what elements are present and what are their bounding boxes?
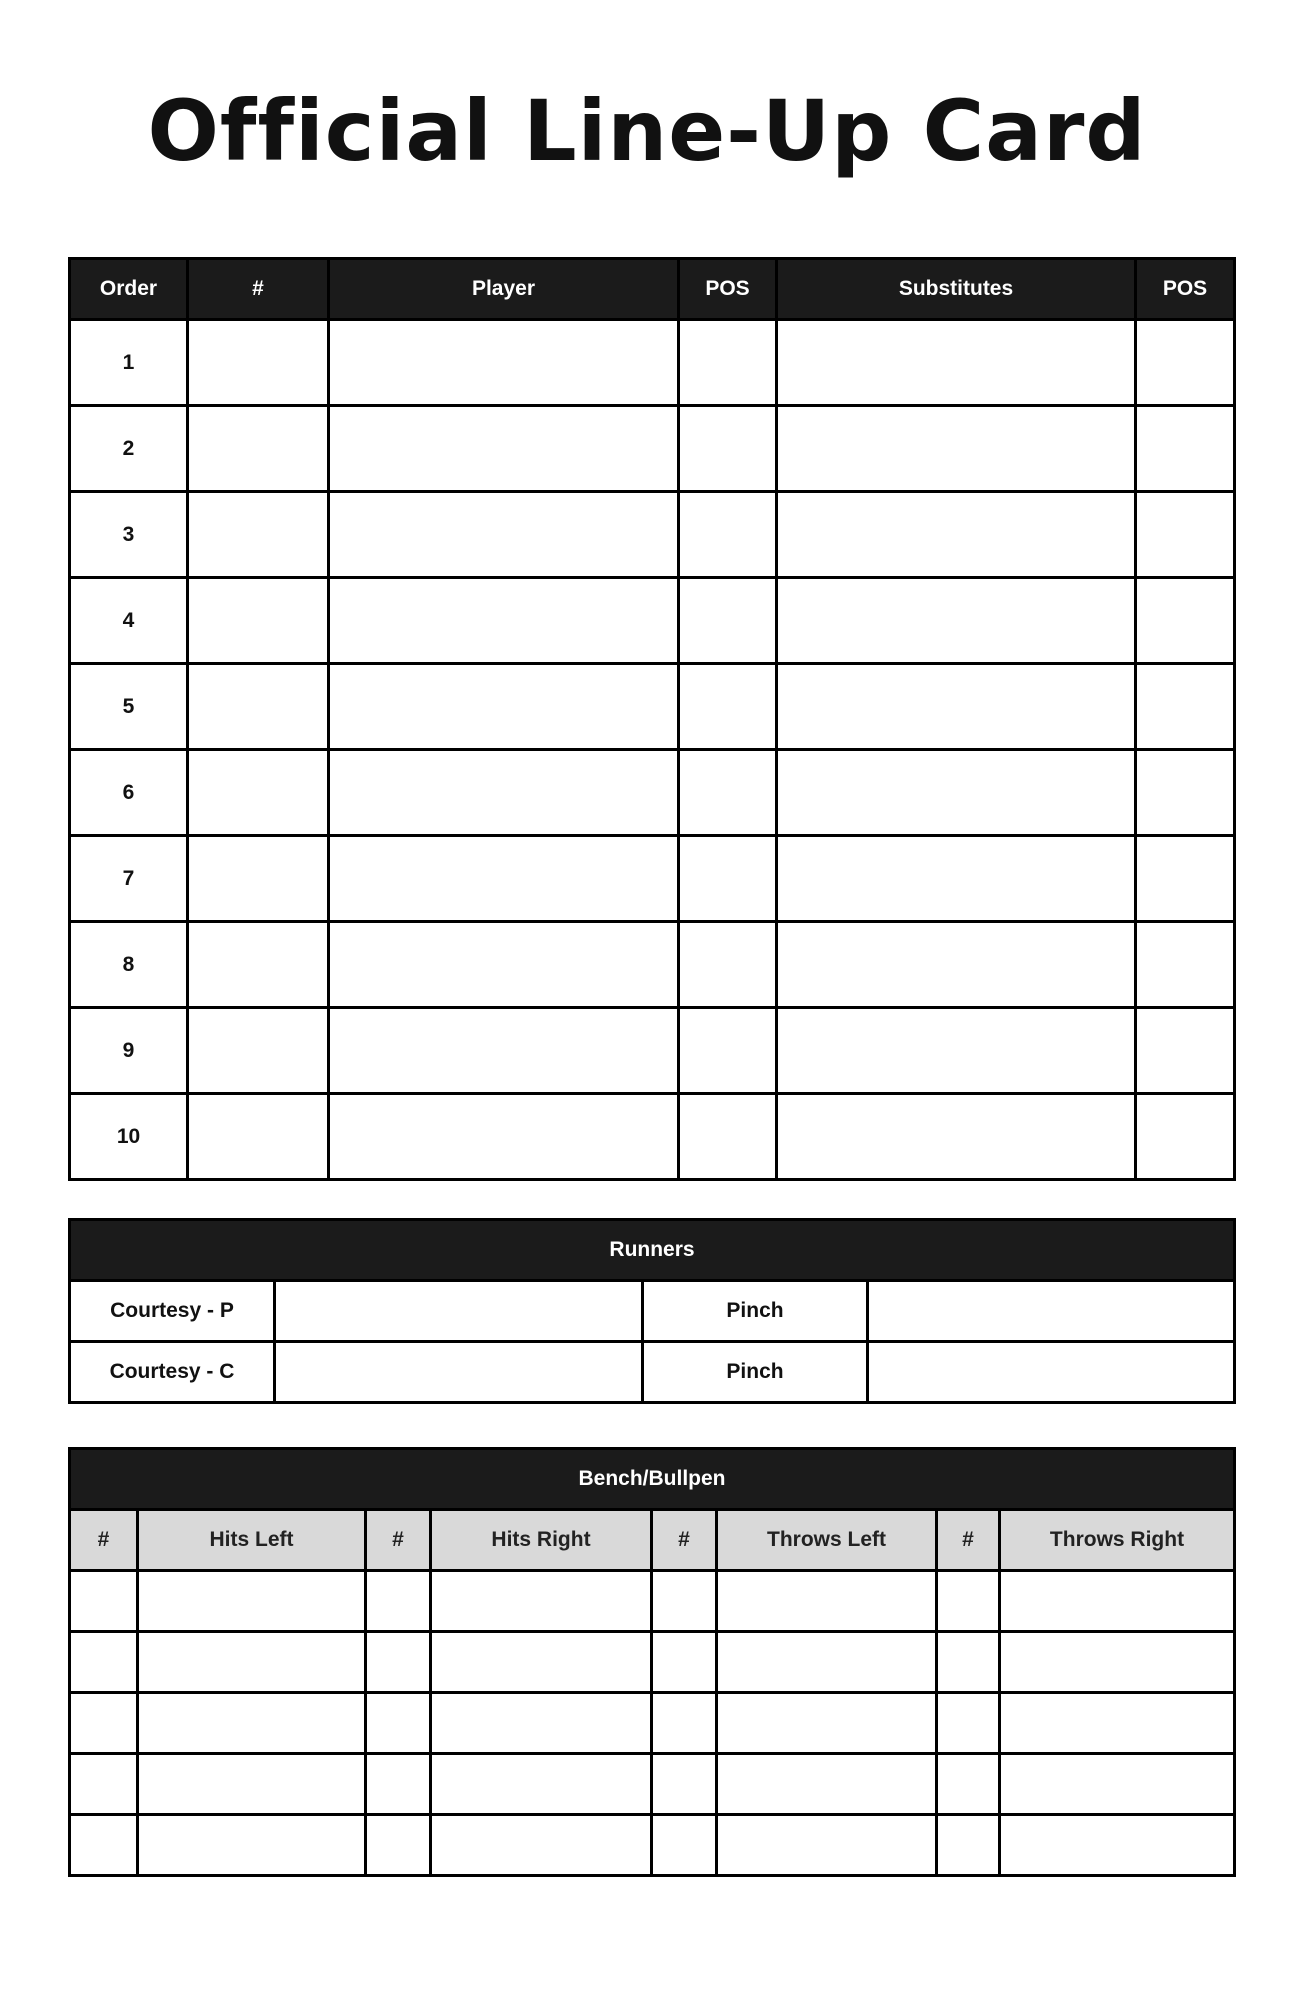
order-cell: 6: [70, 750, 188, 836]
bench-number-input[interactable]: [366, 1754, 431, 1815]
bench-column-header: Hits Left: [138, 1510, 366, 1571]
number-input[interactable]: [188, 922, 329, 1008]
sub-pos-input[interactable]: [1136, 578, 1235, 664]
bench-column-header: Throws Right: [1000, 1510, 1235, 1571]
bench-name-input[interactable]: [431, 1815, 652, 1876]
bench-name-input[interactable]: [717, 1815, 937, 1876]
bench-name-input[interactable]: [431, 1754, 652, 1815]
lineup-row: [70, 578, 1235, 664]
substitute-input[interactable]: [777, 922, 1136, 1008]
number-input[interactable]: [188, 836, 329, 922]
pos-input[interactable]: [679, 492, 777, 578]
runner-input[interactable]: [275, 1281, 643, 1342]
bench-number-input[interactable]: [937, 1815, 1000, 1876]
column-header: Order: [70, 259, 188, 320]
player-input[interactable]: [329, 406, 679, 492]
order-cell: 4: [70, 578, 188, 664]
bench-column-header: #: [652, 1510, 717, 1571]
bench-number-input[interactable]: [366, 1632, 431, 1693]
bench-column-header: #: [937, 1510, 1000, 1571]
order-cell: 8: [70, 922, 188, 1008]
bench-number-input[interactable]: [652, 1754, 717, 1815]
bench-column-header: Throws Left: [717, 1510, 937, 1571]
column-header: #: [188, 259, 329, 320]
substitute-input[interactable]: [777, 836, 1136, 922]
bench-name-input[interactable]: [138, 1632, 366, 1693]
bench-number-input[interactable]: [70, 1632, 138, 1693]
pos-input[interactable]: [679, 750, 777, 836]
bench-number-input[interactable]: [652, 1815, 717, 1876]
player-input[interactable]: [329, 492, 679, 578]
column-header: POS: [1136, 259, 1235, 320]
runner-input[interactable]: [275, 1342, 643, 1403]
lineup-row: [70, 406, 1235, 492]
bench-number-input[interactable]: [70, 1693, 138, 1754]
bench-name-input[interactable]: [431, 1571, 652, 1632]
number-input[interactable]: [188, 664, 329, 750]
player-input[interactable]: [329, 320, 679, 406]
player-input[interactable]: [329, 1094, 679, 1180]
bench-number-input[interactable]: [937, 1571, 1000, 1632]
bench-number-input[interactable]: [937, 1632, 1000, 1693]
page-title: Official Line-Up Card: [147, 82, 1147, 180]
bench-name-input[interactable]: [717, 1693, 937, 1754]
bench-name-input[interactable]: [717, 1754, 937, 1815]
sub-pos-input[interactable]: [1136, 664, 1235, 750]
substitute-input[interactable]: [777, 664, 1136, 750]
number-input[interactable]: [188, 1008, 329, 1094]
pos-input[interactable]: [679, 664, 777, 750]
lineup-table: [68, 257, 1236, 1181]
lineup-row: [70, 922, 1235, 1008]
substitute-input[interactable]: [777, 578, 1136, 664]
bench-name-input[interactable]: [717, 1571, 937, 1632]
sub-pos-input[interactable]: [1136, 1094, 1235, 1180]
bench-number-input[interactable]: [937, 1754, 1000, 1815]
bench-name-input[interactable]: [138, 1571, 366, 1632]
bench-name-input[interactable]: [138, 1693, 366, 1754]
bench-name-input[interactable]: [138, 1815, 366, 1876]
sub-pos-input[interactable]: [1136, 922, 1235, 1008]
bench-number-input[interactable]: [366, 1571, 431, 1632]
runners-title: Runners: [70, 1220, 1235, 1281]
bench-row: [70, 1815, 1235, 1876]
runner-row: [70, 1342, 1235, 1403]
bench-row: [70, 1693, 1235, 1754]
player-input[interactable]: [329, 1008, 679, 1094]
bench-row: [70, 1632, 1235, 1693]
substitute-input[interactable]: [777, 492, 1136, 578]
player-input[interactable]: [329, 664, 679, 750]
sub-pos-input[interactable]: [1136, 406, 1235, 492]
sub-pos-input[interactable]: [1136, 1008, 1235, 1094]
bench-number-input[interactable]: [70, 1754, 138, 1815]
pos-input[interactable]: [679, 578, 777, 664]
order-cell: 2: [70, 406, 188, 492]
bench-column-header: #: [366, 1510, 431, 1571]
pinch-input[interactable]: [868, 1281, 1235, 1342]
bench-row: [70, 1571, 1235, 1632]
bench-name-input[interactable]: [431, 1632, 652, 1693]
bench-column-header: #: [70, 1510, 138, 1571]
order-cell: 10: [70, 1094, 188, 1180]
lineup-row: [70, 320, 1235, 406]
pos-input[interactable]: [679, 836, 777, 922]
sub-pos-input[interactable]: [1136, 836, 1235, 922]
bench-number-input[interactable]: [70, 1815, 138, 1876]
pos-input[interactable]: [679, 406, 777, 492]
bench-number-input[interactable]: [652, 1693, 717, 1754]
column-header: Substitutes: [777, 259, 1136, 320]
runner-row: [70, 1281, 1235, 1342]
lineup-row: [70, 750, 1235, 836]
bench-row: [70, 1754, 1235, 1815]
bench-number-input[interactable]: [366, 1693, 431, 1754]
substitute-input[interactable]: [777, 320, 1136, 406]
bench-number-input[interactable]: [652, 1632, 717, 1693]
bench-number-input[interactable]: [652, 1571, 717, 1632]
order-cell: 9: [70, 1008, 188, 1094]
bench-column-header: Hits Right: [431, 1510, 652, 1571]
bench-name-input[interactable]: [1000, 1693, 1235, 1754]
column-header: Player: [329, 259, 679, 320]
order-cell: 1: [70, 320, 188, 406]
number-input[interactable]: [188, 406, 329, 492]
substitute-input[interactable]: [777, 750, 1136, 836]
player-input[interactable]: [329, 578, 679, 664]
bench-name-input[interactable]: [717, 1632, 937, 1693]
sub-pos-input[interactable]: [1136, 492, 1235, 578]
player-input[interactable]: [329, 922, 679, 1008]
pos-input[interactable]: [679, 922, 777, 1008]
number-input[interactable]: [188, 578, 329, 664]
player-input[interactable]: [329, 750, 679, 836]
bench-number-input[interactable]: [366, 1815, 431, 1876]
number-input[interactable]: [188, 320, 329, 406]
lineup-row: [70, 492, 1235, 578]
pinch-label: Pinch: [643, 1342, 868, 1403]
pos-input[interactable]: [679, 1008, 777, 1094]
player-input[interactable]: [329, 836, 679, 922]
order-cell: 5: [70, 664, 188, 750]
bench-table: [68, 1447, 1236, 1877]
lineup-row: [70, 664, 1235, 750]
substitute-input[interactable]: [777, 406, 1136, 492]
substitute-input[interactable]: [777, 1094, 1136, 1180]
bench-name-input[interactable]: [1000, 1754, 1235, 1815]
runners-table: [68, 1218, 1236, 1404]
number-input[interactable]: [188, 492, 329, 578]
column-header: POS: [679, 259, 777, 320]
bench-number-input[interactable]: [70, 1571, 138, 1632]
pos-input[interactable]: [679, 320, 777, 406]
pinch-input[interactable]: [868, 1342, 1235, 1403]
number-input[interactable]: [188, 1094, 329, 1180]
bench-number-input[interactable]: [937, 1693, 1000, 1754]
bench-title: Bench/Bullpen: [70, 1449, 1235, 1510]
pos-input[interactable]: [679, 1094, 777, 1180]
bench-name-input[interactable]: [138, 1754, 366, 1815]
runner-label: Courtesy - C: [70, 1342, 275, 1403]
lineup-row: [70, 836, 1235, 922]
substitute-input[interactable]: [777, 1008, 1136, 1094]
order-cell: 3: [70, 492, 188, 578]
number-input[interactable]: [188, 750, 329, 836]
bench-name-input[interactable]: [431, 1693, 652, 1754]
order-cell: 7: [70, 836, 188, 922]
sub-pos-input[interactable]: [1136, 750, 1235, 836]
lineup-row: [70, 1094, 1235, 1180]
lineup-row: [70, 1008, 1235, 1094]
bench-name-input[interactable]: [1000, 1815, 1235, 1876]
sub-pos-input[interactable]: [1136, 320, 1235, 406]
bench-name-input[interactable]: [1000, 1571, 1235, 1632]
pinch-label: Pinch: [643, 1281, 868, 1342]
runner-label: Courtesy - P: [70, 1281, 275, 1342]
bench-name-input[interactable]: [1000, 1632, 1235, 1693]
